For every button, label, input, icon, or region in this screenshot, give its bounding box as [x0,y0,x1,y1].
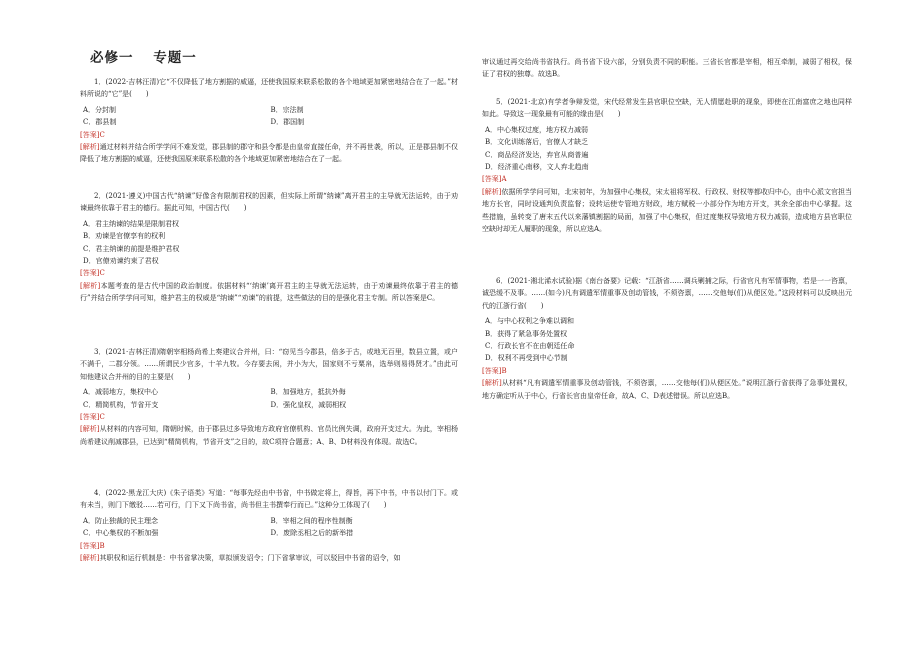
answer-value: B [501,366,507,375]
analysis-text: 本题考查的是古代中国的政治制度。依据材料“‘纳谏’离开君主的主导就无法运转，由于劝谏最终依靠于君主的德行”并结合所学学问可知，维护君主的权威是“纳谏”“劝谏”的前提，这些做法的目的是强化君主专制。所以答案是C。 [80,281,459,303]
option-d: D．经济重心南移，文人弃北趋南 [485,163,589,172]
analysis-label: [解析] [482,379,502,388]
question-2 [80,190,458,305]
analysis-label: [解析] [80,281,101,290]
option-b: B．加强地方，抵抗外侮 [270,388,346,397]
analysis-text: 审议通过再交给尚书省执行。尚书省下设六部，分别负责不同的职能。三省长官都是宰相，相互牵制，减弱了相权，保证了君权的独尊。故选B。 [482,58,852,79]
option-d: D．权利不再受到中心节制 [485,354,568,363]
question-1 [80,76,458,166]
question-stem: 6．(2021·湘北浠水试验)据《南台备要》记载：“江浙省……调兵剿捕之际，行省官凡有军情事物，若是一一咨禀，诚恐缓不及事。……(如今)凡有调遣军情重事及创动管钱，不须咨禀，……交他每(们)从便区处。”这段材料可以反映出元代的江浙行省( ) [482,277,852,310]
question-stem: 1．(2022·吉林汪清)它“不仅降低了地方割据的威逼，还使我国原来联系松散的各个地域更加紧密地结合在了一起。”材料所说的“它”是( ) [80,78,458,99]
analysis-label: [解析] [80,143,100,152]
option-b: B．劝谏是官僚享有的权利 [83,232,166,241]
option-c: C．君主纳谏的前提是维护君权 [83,244,180,253]
question-4 [80,487,458,564]
option-c: C．中心集权的不断加强 [83,529,159,538]
answer-value: C [99,413,105,422]
option-b: B．获得了紧急事务处置权 [485,329,568,338]
analysis-label: [解析] [80,554,100,563]
question-5 [482,96,852,235]
answer-value: C [99,269,105,278]
question-stem: 5．(2021·北京)有学者争辩发觉，宋代经常发生县官职位空缺，无人情愿赴职的现象，即使在江南富庶之地也同样如此。导致这一现象最有可能的缘由是( ) [482,98,852,119]
title-main: 必修一 [90,50,134,66]
analysis-label: [解析] [482,187,502,196]
option-a: A．君主纳谏的结果是限制君权 [83,219,180,228]
option-d: D．郡国制 [270,118,305,127]
analysis-text: 从材料“凡有调遣军情重事及创动管钱，不须咨禀，……交他每(们)从便区处。”说明江浙行省获得了急事处置权，地方确定听从于中心，行省长官由皇帝任命，故A、C、D表述错误。所以应选B。 [482,379,852,400]
option-b: B．宗法制 [270,105,304,114]
page-title [90,46,197,66]
answer-value: C [99,130,105,139]
analysis-text: 通过材料并结合所学学问不难发觉，郡县制的郡守和县令都是由皇帝直接任命，并不再世袭，所以，正是郡县制不仅降低了地方割据的威逼，还使我国原来联系松散的各个地域更加紧密地结合在了一起。 [80,143,459,164]
option-b: B．宰相之间的程序性制衡 [270,516,353,525]
analysis-continuation [482,56,852,81]
analysis-text: 依据所学学问可知，北宋初年，为加强中心集权，宋太祖将军权、行政权、财权等都收归中心，由中心派文官担当地方长官，同时设通判负责监督；设转运使专管地方财政，地方赋税一小部分作为地方开支，其余全部由中心掌握。这些措施，虽转变了唐末五代以来藩镇割据的局面，加强了中心集权，但过度集权导致地方权力减弱，造成地方县官职位空缺时却无人履职的现象，所以应选A。 [482,187,852,234]
title-sub: 专题一 [153,50,197,66]
question-stem: 4．(2022·黑龙江大庆)《朱子语类》写道：“每事先经由中书省，中书做定将上，得旨，再下中书，中书以付门下。或有未当，则门下缴驳……若可行，门下又下尚书省，尚书但主书撰奉行而已。”这种分工体现了( ) [80,489,458,510]
option-b: B．文化训练落后，官僚人才缺乏 [485,138,589,147]
answer-label: [答案] [482,175,502,184]
analysis-text: 从材料的内容可知，隋朝时候，由于郡县过多导致地方政府官僚机构、官员比例失调，政府开支过大。为此，宰相杨尚希建议削减郡县，已达到“精简机构，节省开支”之目的，故C项符合题意；A、B、D材料没有体现。故选C。 [80,425,459,446]
option-c: C．精简机构，节省开支 [83,400,159,409]
option-c: C．商品经济发达，弃官从商普遍 [485,150,589,159]
question-6 [482,275,852,402]
analysis-text: 其职权和运行机制是：中书省掌决策，草拟颁发诏令；门下省掌审议，可以驳回中书省的诏令，如 [99,554,401,563]
option-d: D．官僚劝谏约束了君权 [83,257,159,266]
answer-label: [答案] [80,130,100,139]
answer-value: B [99,541,105,550]
option-a: A．与中心权利之争难以调和 [485,317,575,326]
question-stem: 3．(2021·吉林汪清)隋朝宰相杨尚希上奏建议合并州，曰：“窃见当今郡县，倍多于古，或地无百里，数县立置，或户不满千，二郡分领。……所谓民少官多，十羊九牧。今存要去闲，并小为大，国家则不亏粟帛，选举则易得贤才。”由此可知他建议合并州的目的主要是( ) [80,348,458,381]
option-a: A．分封制 [83,105,117,114]
option-c: C．行政长官不在由朝廷任命 [485,342,575,351]
answer-label: [答案] [80,269,100,278]
answer-label: [答案] [80,541,100,550]
answer-label: [答案] [80,413,100,422]
analysis-label: [解析] [80,425,100,434]
option-a: A．防止独裁的民主理念 [83,516,159,525]
question-3 [80,346,458,448]
option-d: D．废除丞相之后的新举措 [270,529,354,538]
option-a: A．中心集权过度，地方权力减弱 [485,125,589,134]
answer-label: [答案] [482,366,502,375]
answer-value: A [501,175,507,184]
option-a: A．减弱地方，集权中心 [83,388,159,397]
question-stem: 2．(2021·遵义)中国古代“纳谏”好像含有限制君权的因素，但实际上所谓“纳谏”离开君主的主导就无法运转，由于劝谏最终依靠于君主的德行。据此可知，中国古代( ) [80,192,458,213]
option-c: C．郡县制 [83,118,117,127]
option-d: D．强化皇权，减弱相权 [270,400,347,409]
